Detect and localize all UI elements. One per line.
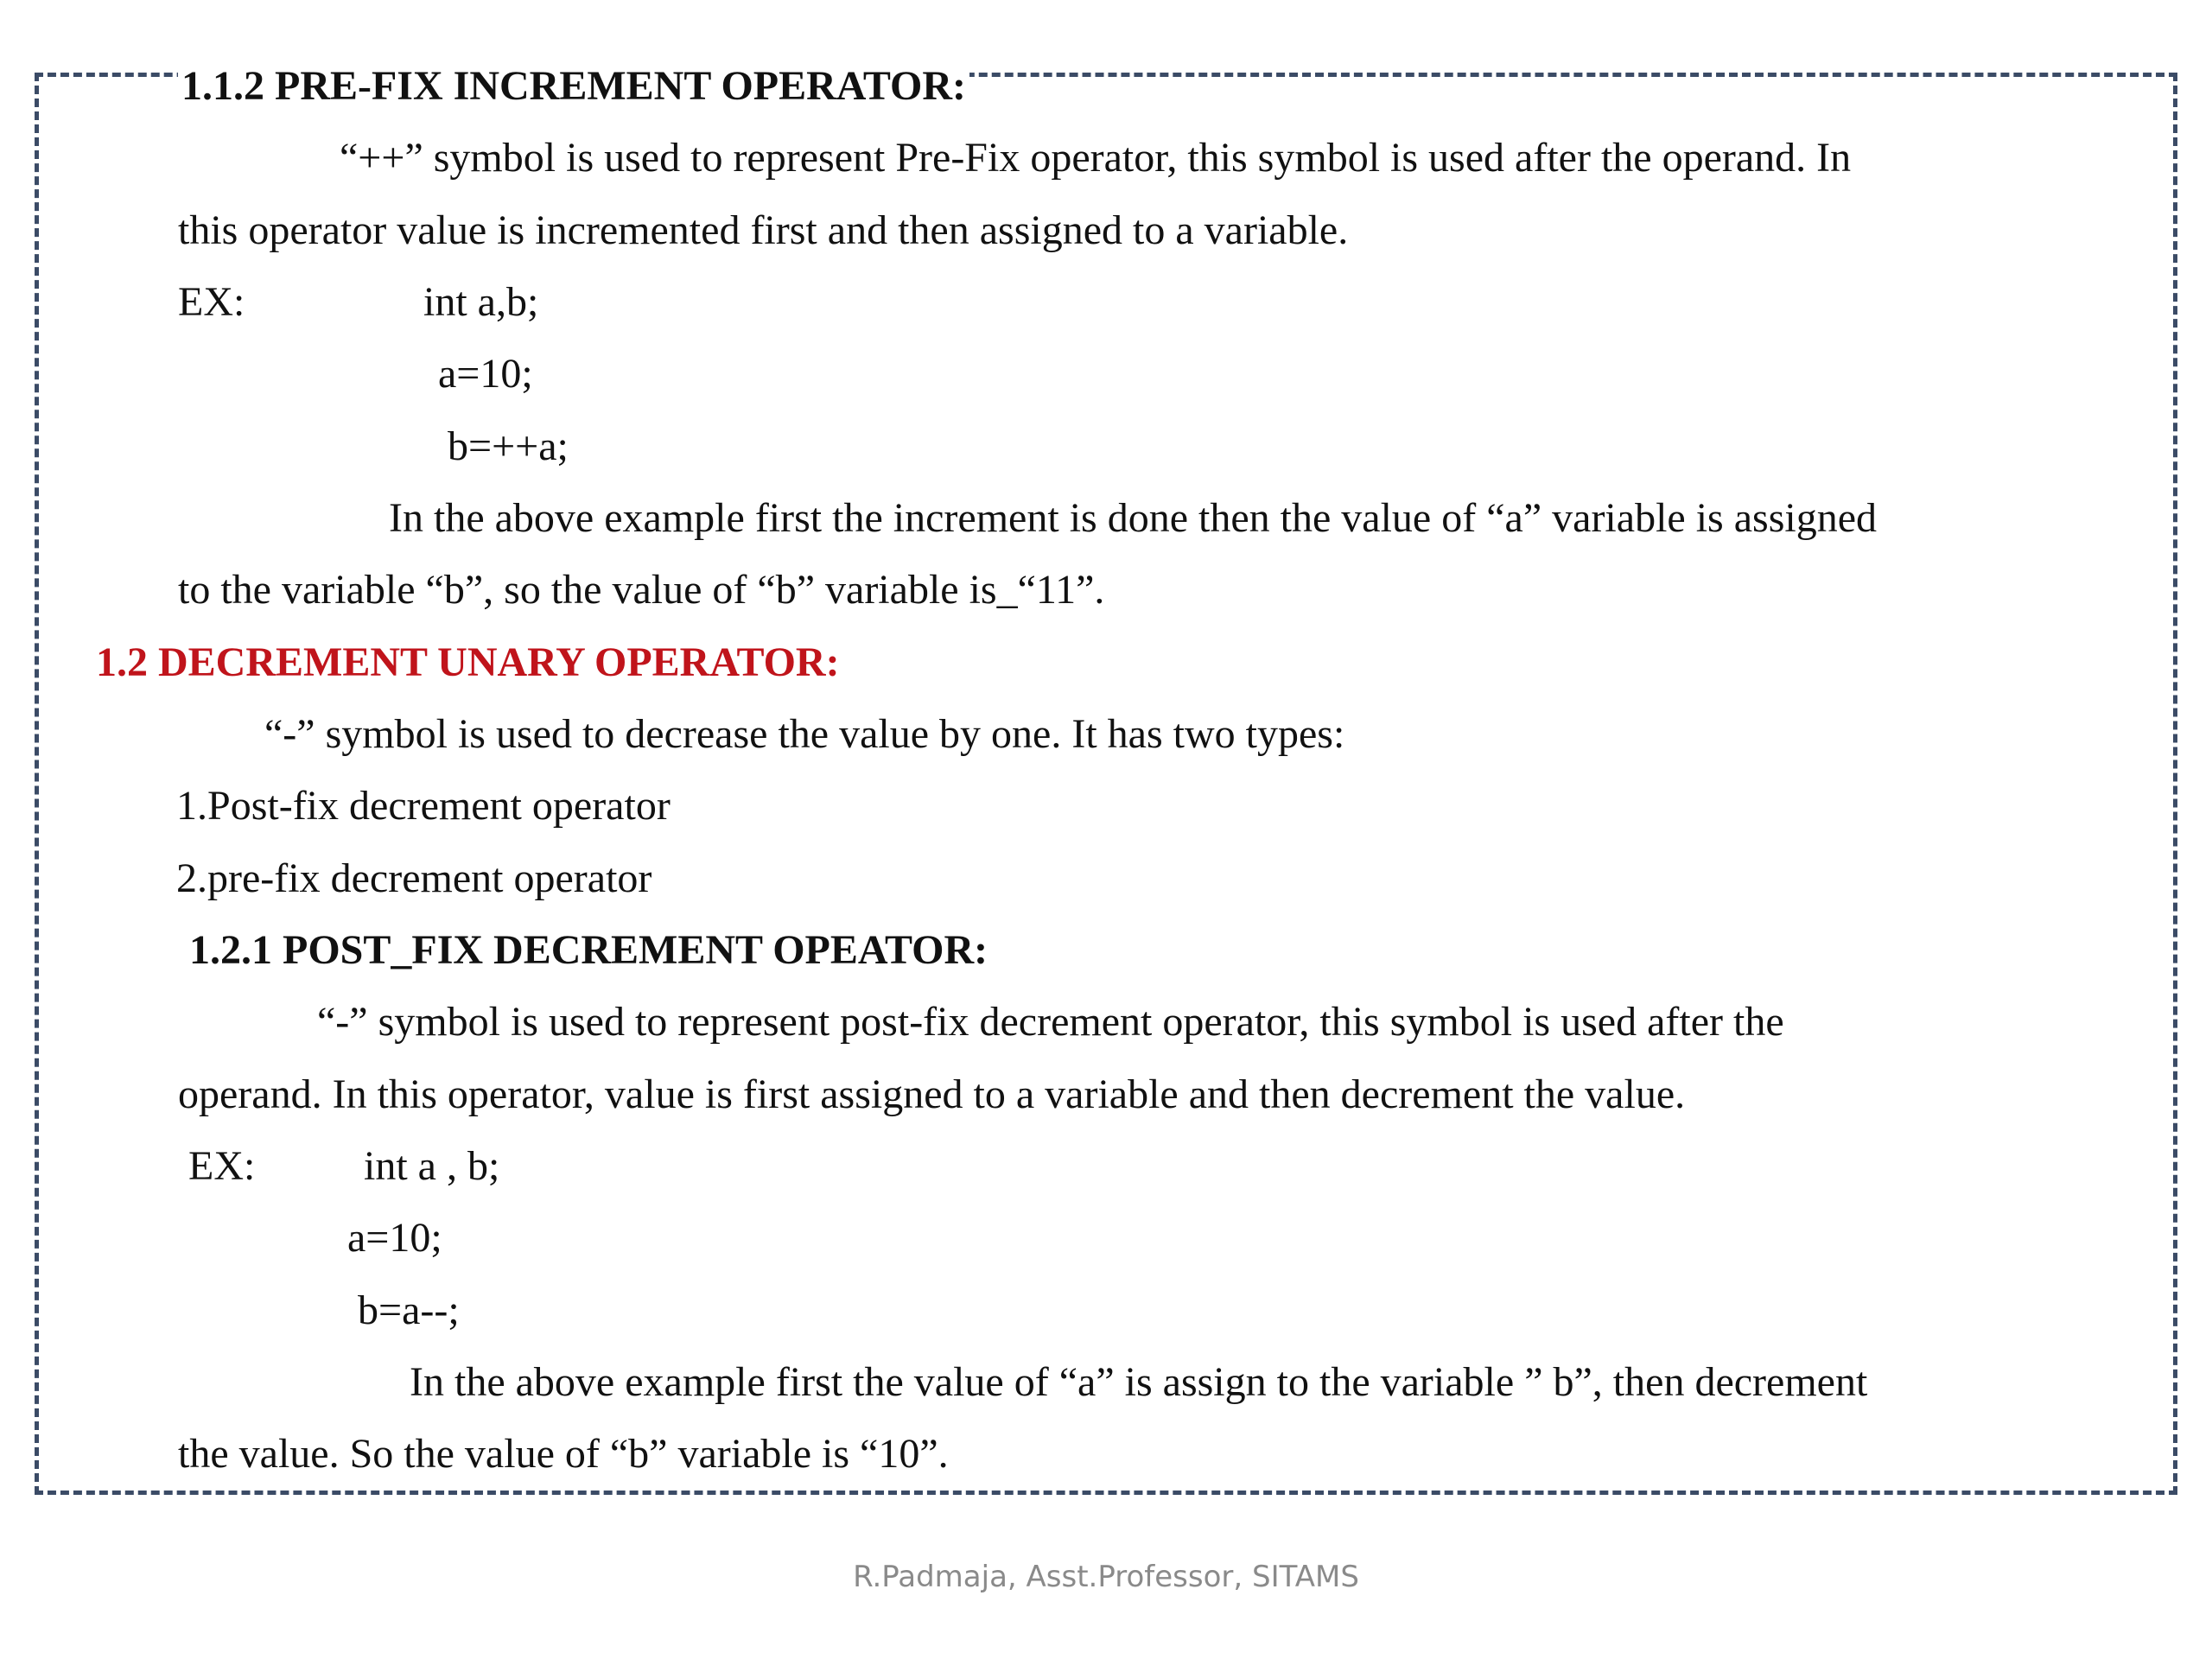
decrement-type-2: 2.pre-fix decrement operator	[176, 855, 652, 901]
footer-author: R.Padmaja, Asst.Professor, SITAMS	[853, 1560, 1359, 1594]
decrement-type-1: 1.Post-fix decrement operator	[176, 783, 671, 829]
postfix-code-line-3: b=a--;	[358, 1287, 460, 1333]
prefix-code-line-3: b=++a;	[448, 423, 569, 469]
postfix-code-line-1: int a , b;	[364, 1143, 500, 1189]
postfix-ex-label: EX:	[188, 1143, 256, 1189]
prefix-paragraph-line-1: “++” symbol is used to represent Pre-Fix operator, this symbol is used after the operand. In	[340, 135, 1852, 181]
postfix-code-line-2: a=10;	[347, 1215, 442, 1261]
prefix-code-line-2: a=10;	[438, 351, 533, 397]
heading-postfix-decrement: 1.2.1 POST_FIX DECREMENT OPEATOR:	[189, 927, 988, 973]
postfix-explain-line-1: In the above example first the value of “a” is assign to the variable ” b”, then decrement	[410, 1359, 1868, 1405]
prefix-paragraph-line-2: this operator value is incremented first and then assigned to a variable.	[178, 207, 1349, 253]
postfix-paragraph-line-2: operand. In this operator, value is first assigned to a variable and then decrement the value.	[178, 1071, 1686, 1117]
postfix-explain-line-2: the value. So the value of “b” variable is “10”.	[178, 1431, 949, 1477]
prefix-explain-line-1: In the above example first the increment is done then the value of “a” variable is assigned	[389, 495, 1878, 541]
heading-prefix-increment: 1.1.2 PRE-FIX INCREMENT OPERATOR:	[178, 62, 969, 111]
postfix-paragraph-line-1: “-” symbol is used to represent post-fix decrement operator, this symbol is used after the	[317, 999, 1784, 1045]
prefix-ex-label: EX:	[178, 279, 245, 325]
heading-decrement-unary: 1.2 DECREMENT UNARY OPERATOR:	[96, 639, 840, 685]
prefix-code-line-1: int a,b;	[423, 279, 539, 325]
prefix-explain-line-2: to the variable “b”, so the value of “b” variable is_“11”.	[178, 567, 1105, 613]
decrement-intro: “-” symbol is used to decrease the value by one. It has two types:	[264, 711, 1345, 757]
